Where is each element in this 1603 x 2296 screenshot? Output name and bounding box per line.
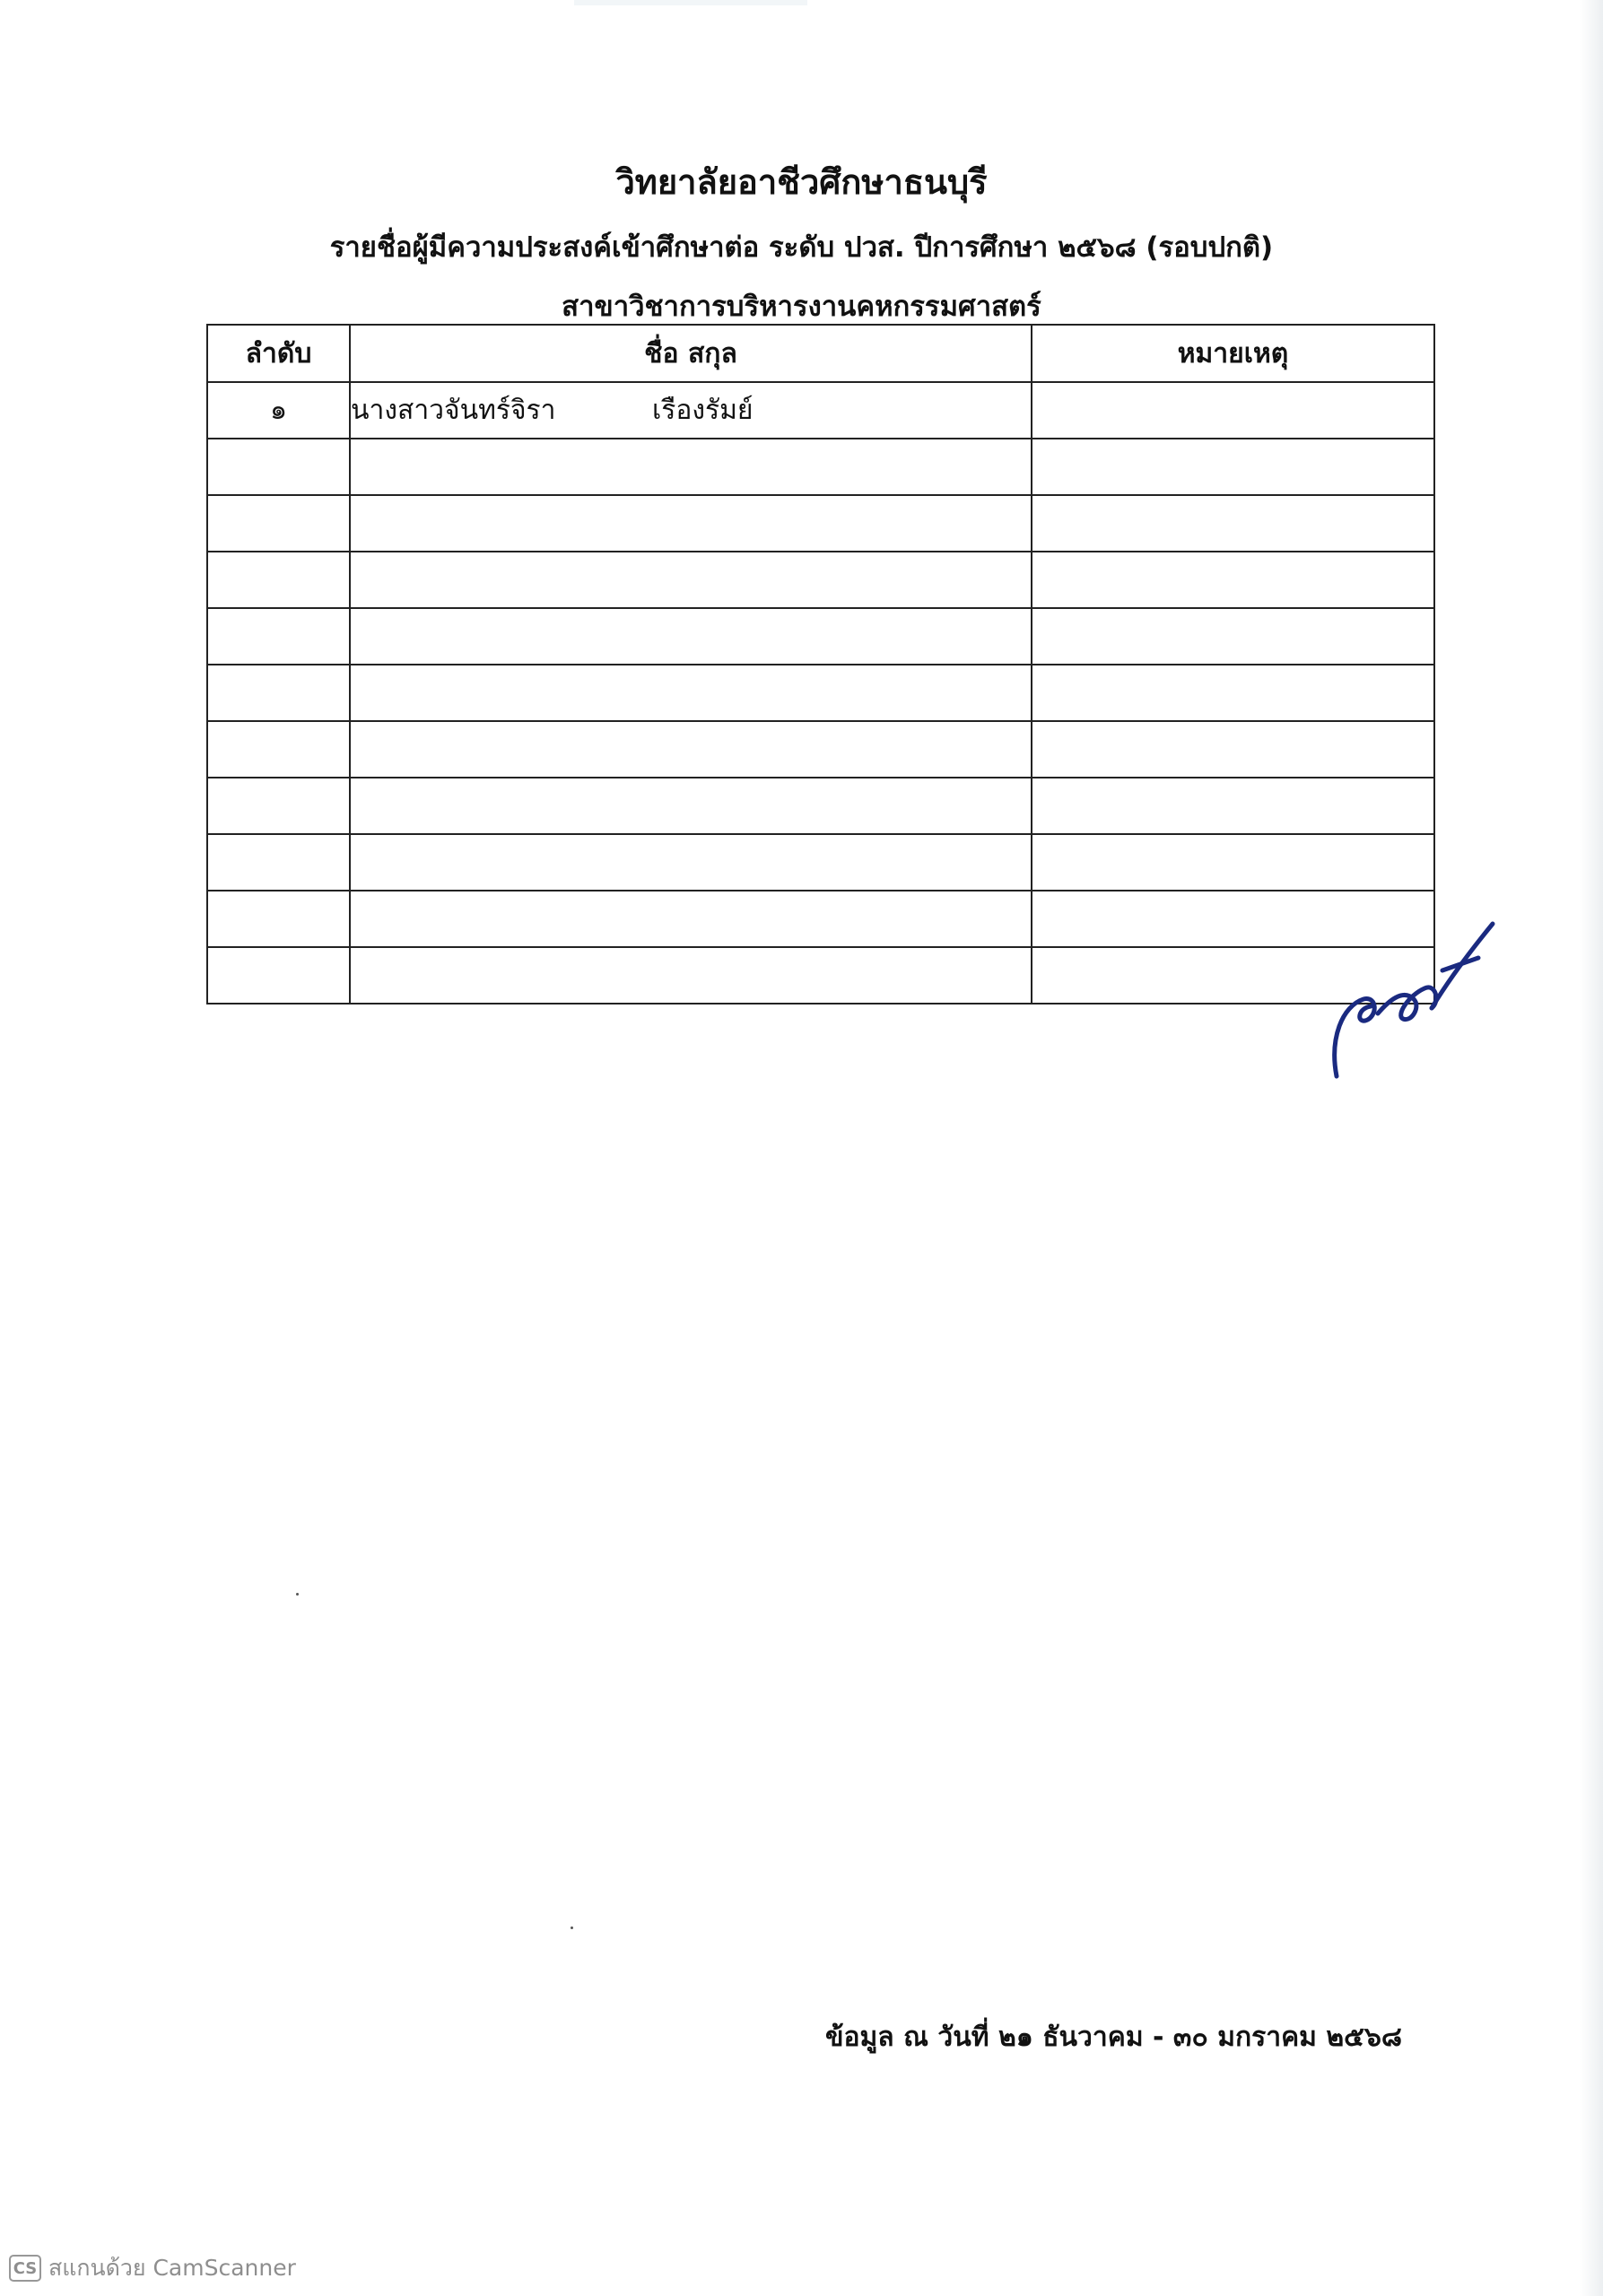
table-row — [207, 608, 1434, 665]
signature-stroke — [1432, 924, 1493, 1008]
row-name — [350, 552, 1032, 608]
scan-speck — [296, 1593, 299, 1596]
handwritten-signature — [1326, 913, 1505, 1085]
header-note: หมายเหตุ — [1032, 325, 1434, 382]
row-note — [1032, 834, 1434, 891]
header-seq: ลำดับ — [207, 325, 350, 382]
row-name — [350, 608, 1032, 665]
row-seq — [207, 608, 350, 665]
row-name — [350, 721, 1032, 778]
row-seq: ๑ — [207, 382, 350, 439]
table-row — [207, 778, 1434, 834]
row-note — [1032, 439, 1434, 495]
row-seq — [207, 778, 350, 834]
row-note — [1032, 778, 1434, 834]
row-seq — [207, 947, 350, 1004]
table-row — [207, 439, 1434, 495]
row-seq — [207, 721, 350, 778]
data-as-of-note: ข้อมูล ณ วันที่ ๒๑ ธันวาคม - ๓๐ มกราคม ๒๕๖๘ — [825, 2022, 1403, 2053]
table-row — [207, 947, 1434, 1004]
camscanner-logo-icon: CS — [9, 2255, 41, 2282]
scan-speck — [571, 1926, 573, 1929]
row-seq — [207, 665, 350, 721]
signature-stroke — [1378, 987, 1436, 1020]
list-title: รายชื่อผู้มีความประสงค์เข้าศึกษาต่อ ระดับ ปวส. ปีการศึกษา ๒๕๖๘ (รอบปกติ) — [329, 231, 1274, 264]
row-note — [1032, 665, 1434, 721]
header-name: ชื่อ สกุล — [350, 325, 1032, 382]
row-name — [350, 665, 1032, 721]
table-row — [207, 834, 1434, 891]
row-seq — [207, 834, 350, 891]
row-seq — [207, 552, 350, 608]
college-name: วิทยาลัยอาชีวศึกษาธนบุรี — [615, 162, 988, 202]
signature-stroke — [1335, 999, 1375, 1076]
table-row — [207, 891, 1434, 947]
row-name — [350, 439, 1032, 495]
row-name — [350, 891, 1032, 947]
row-last-name: เรืองรัมย์ — [652, 395, 754, 426]
applicant-table — [206, 324, 1435, 1004]
table-row — [207, 382, 1434, 439]
row-note — [1032, 721, 1434, 778]
row-note — [1032, 608, 1434, 665]
row-seq — [207, 891, 350, 947]
row-seq — [207, 439, 350, 495]
row-note — [1032, 382, 1434, 439]
row-note — [1032, 552, 1434, 608]
row-name — [350, 834, 1032, 891]
scan-bleed — [574, 0, 807, 5]
table-row — [207, 495, 1434, 552]
page-edge-shadow — [1580, 0, 1603, 2296]
table-row — [207, 721, 1434, 778]
camscanner-watermark — [9, 2253, 296, 2283]
camscanner-text: สแกนด้วย CamScanner — [48, 2255, 296, 2281]
table-header-row — [207, 325, 1434, 382]
table-row — [207, 552, 1434, 608]
row-name — [350, 382, 1032, 439]
row-note — [1032, 495, 1434, 552]
row-name — [350, 947, 1032, 1004]
row-first-name: นางสาวจันทร์จิรา — [351, 395, 556, 426]
major-title: สาขาวิชาการบริหารงานคหกรรมศาสตร์ — [562, 291, 1041, 323]
row-name — [350, 778, 1032, 834]
row-seq — [207, 495, 350, 552]
table-row — [207, 665, 1434, 721]
row-name — [350, 495, 1032, 552]
